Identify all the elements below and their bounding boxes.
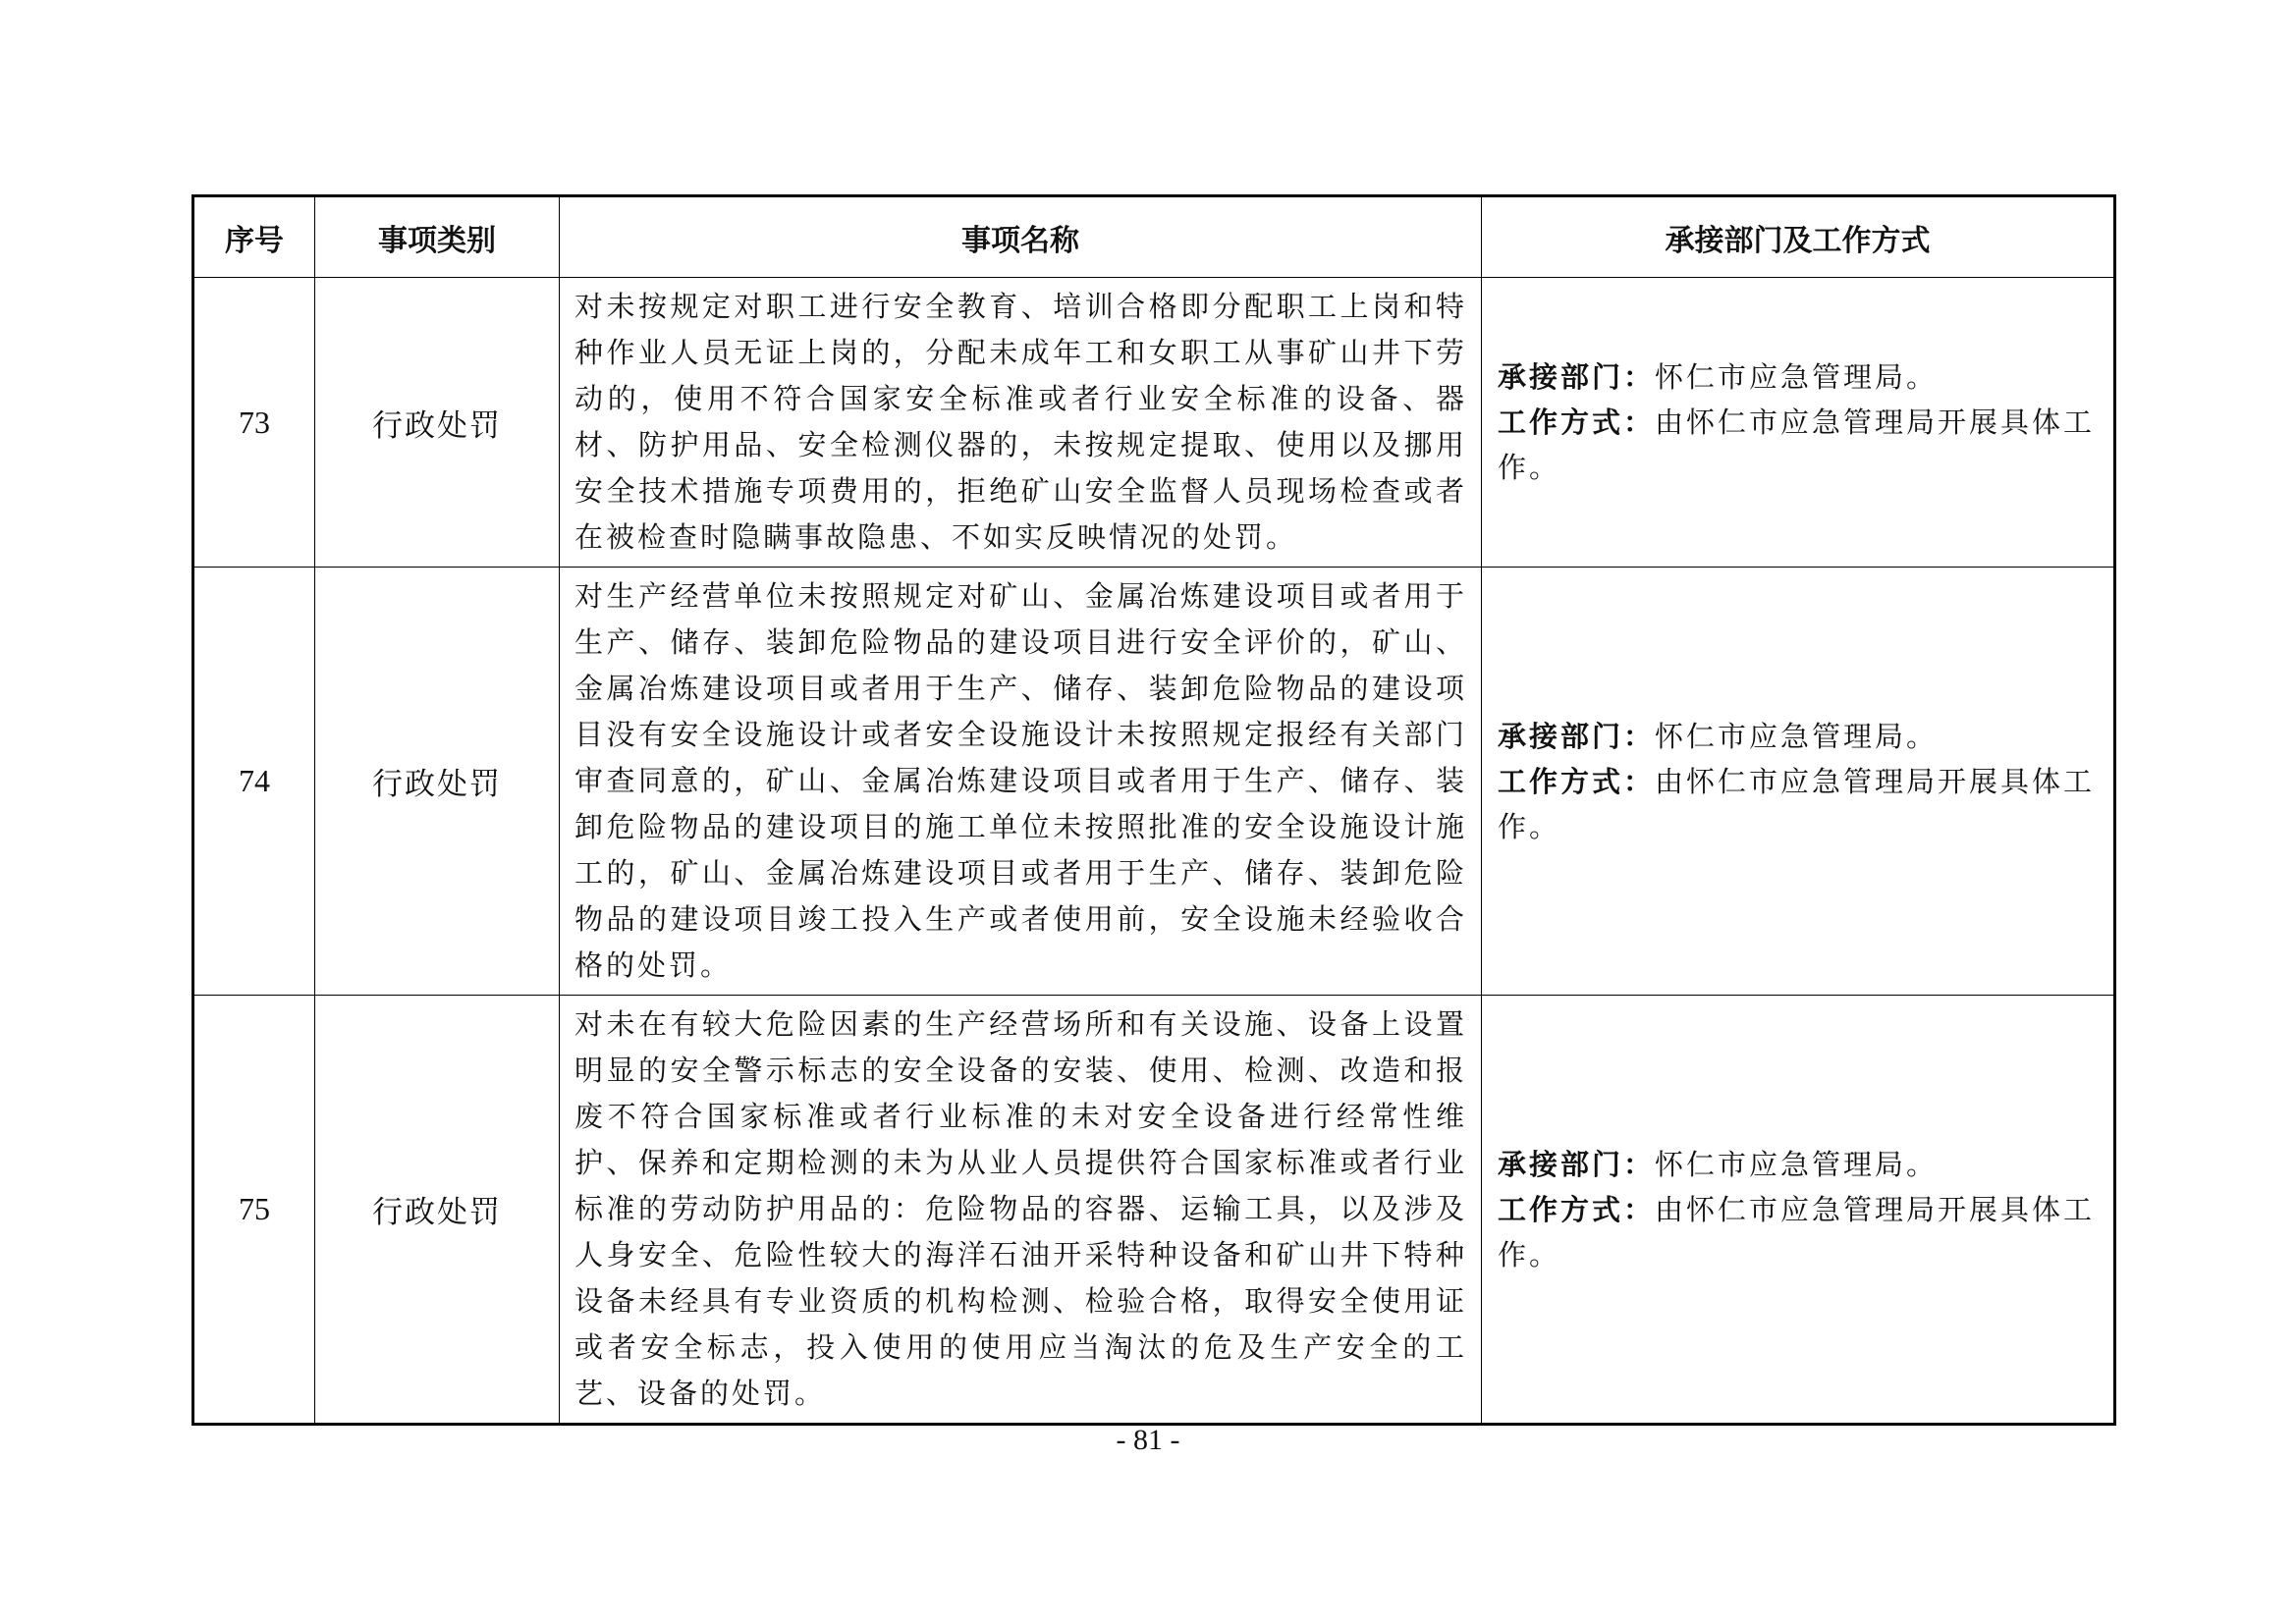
page-number: - 81 - [1116,1424,1180,1456]
department-label: 承接部门： [1498,1147,1656,1181]
table-row [193,278,2115,568]
department-value: 怀仁市应急管理局。 [1655,1147,1939,1181]
work-method-label: 工作方式： [1498,406,1656,439]
row-category: 行政处罚 [315,996,560,1425]
work-method-line [1498,1187,2100,1277]
department-line [1498,354,2100,400]
table-header-row [193,196,2115,278]
row-seq: 74 [193,568,315,996]
work-method-line [1498,400,2100,490]
header-category: 事项类别 [315,196,560,278]
row-category: 行政处罚 [315,568,560,996]
department-label: 承接部门： [1498,360,1656,394]
header-seq: 序号 [193,196,315,278]
row-item-name: 对未按规定对职工进行安全教育、培训合格即分配职工上岗和特种作业人员无证上岗的，分配未成年工和女职工从事矿山井下劳动的，使用不符合国家安全标准或者行业安全标准的设备、器材、防护用品、安全检测仪器的，未按规定提取、使用以及挪用安全技术措施专项费用的，拒绝矿山安全监督人员现场检查或者在被检查时隐瞒事故隐患、不如实反映情况的处罚。 [560,278,1482,568]
work-method-value: 由怀仁市应急管理局开展具体工作。 [1498,406,2096,484]
table-row [193,996,2115,1425]
row-item-name: 对生产经营单位未按照规定对矿山、金属冶炼建设项目或者用于生产、储存、装卸危险物品的建设项目进行安全评价的，矿山、金属冶炼建设项目或者用于生产、储存、装卸危险物品的建设项目没有安全设施设计或者安全设施设计未按照规定报经有关部门审查同意的，矿山、金属冶炼建设项目或者用于生产、储存、装卸危险物品的建设项目的施工单位未按照批准的安全设施设计施工的，矿山、金属冶炼建设项目或者用于生产、储存、装卸危险物品的建设项目竣工投入生产或者使用前，安全设施未经验收合格的处罚。 [560,568,1482,996]
items-table [191,194,2116,1426]
header-name: 事项名称 [560,196,1482,278]
row-seq: 73 [193,278,315,568]
department-line [1498,1142,2100,1187]
work-method-value: 由怀仁市应急管理局开展具体工作。 [1498,1192,2096,1271]
work-method-line [1498,759,2100,849]
row-seq: 75 [193,996,315,1425]
table-row [193,568,2115,996]
header-department: 承接部门及工作方式 [1482,196,2115,278]
department-line [1498,714,2100,759]
work-method-value: 由怀仁市应急管理局开展具体工作。 [1498,764,2096,843]
work-method-label: 工作方式： [1498,1192,1656,1226]
row-category: 行政处罚 [315,278,560,568]
department-value: 怀仁市应急管理局。 [1655,719,1939,753]
row-department [1482,568,2115,996]
department-label: 承接部门： [1498,719,1656,753]
row-department [1482,996,2115,1425]
row-item-name: 对未在有较大危险因素的生产经营场所和有关设施、设备上设置明显的安全警示标志的安全设备的安装、使用、检测、改造和报废不符合国家标准或者行业标准的未对安全设备进行经常性维护、保养和定期检测的未为从业人员提供符合国家标准或者行业标准的劳动防护用品的：危险物品的容器、运输工具，以及涉及人身安全、危险性较大的海洋石油开采特种设备和矿山井下特种设备未经具有专业资质的机构检测、检验合格，取得安全使用证或者安全标志，投入使用的使用应当淘汰的危及生产安全的工艺、设备的处罚。 [560,996,1482,1425]
row-department [1482,278,2115,568]
department-value: 怀仁市应急管理局。 [1655,360,1939,394]
work-method-label: 工作方式： [1498,764,1656,798]
